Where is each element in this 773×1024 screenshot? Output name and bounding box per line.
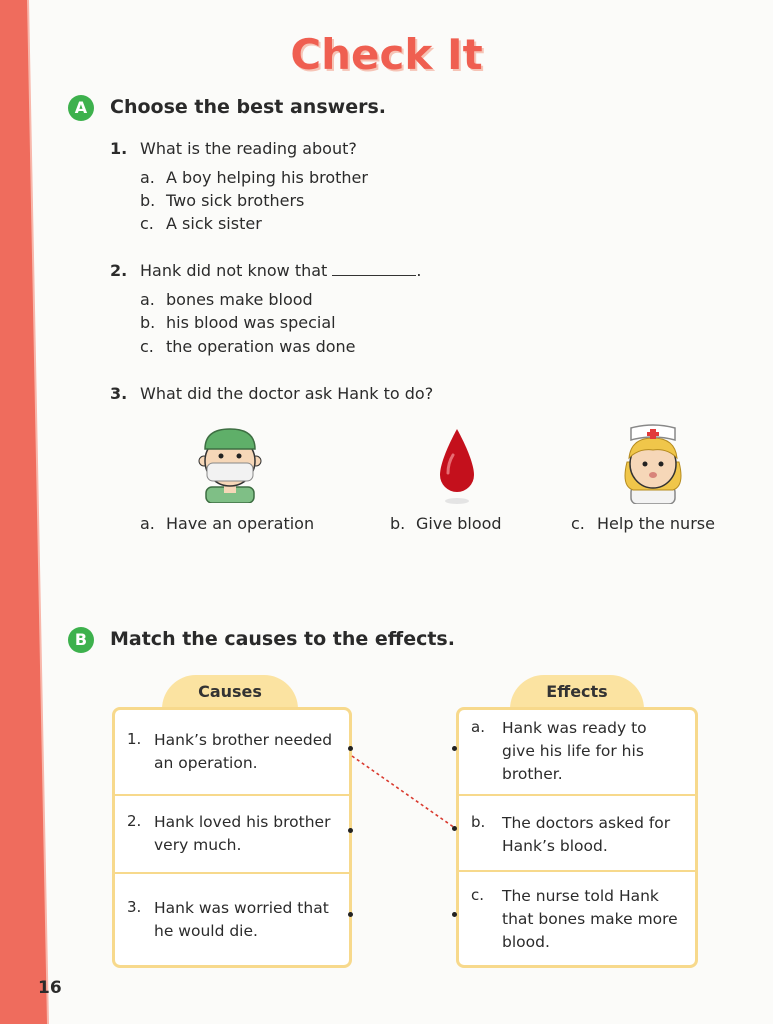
question-1-number: 1.	[110, 139, 128, 158]
question-3-number: 3.	[110, 384, 128, 403]
causes-label: Causes	[162, 675, 298, 709]
page-title: Check It	[290, 30, 483, 79]
q1-option-c[interactable]: c. A sick sister	[140, 214, 262, 233]
section-b-badge: B	[68, 627, 94, 653]
question-2-number: 2.	[110, 261, 128, 280]
section-a-title: Choose the best answers.	[110, 96, 386, 118]
q3-option-b[interactable]: b. Give blood	[390, 514, 502, 533]
section-b-title: Match the causes to the effects.	[110, 628, 455, 650]
cause-row: 1. Hank’s brother needed an operation.	[115, 710, 349, 794]
q1-option-a[interactable]: a. A boy helping his brother	[140, 168, 368, 187]
q1-option-b[interactable]: b. Two sick brothers	[140, 191, 305, 210]
question-1-text: What is the reading about?	[140, 139, 357, 158]
cause-text: Hank’s brother needed an operation.	[154, 731, 333, 772]
q2-option-a[interactable]: a. bones make blood	[140, 290, 313, 309]
cause-text: Hank loved his brother very much.	[154, 813, 331, 854]
effect-row: a. Hank was ready to give his life for his brother.	[459, 710, 695, 794]
cause-row: 2. Hank loved his brother very much.	[115, 794, 349, 874]
q2-option-c[interactable]: c. the operation was done	[140, 337, 356, 356]
q2-option-b[interactable]: b. his blood was special	[140, 313, 336, 332]
page-number: 16	[38, 978, 62, 998]
question-2-text: Hank did not know that .	[140, 261, 422, 280]
effects-label: Effects	[510, 675, 644, 709]
effect-text: The nurse told Hank that bones make more blood.	[502, 887, 678, 951]
effect-text: The doctors asked for Hank’s blood.	[502, 814, 671, 855]
effect-row: b. The doctors asked for Hank’s blood.	[459, 794, 695, 872]
cause-text: Hank was worried that he would die.	[154, 899, 329, 940]
cause-row: 3. Hank was worried that he would die.	[115, 872, 349, 961]
effect-text: Hank was ready to give his life for his brother.	[502, 719, 647, 783]
question-3-text: What did the doctor ask Hank to do?	[140, 384, 434, 403]
section-a-badge: A	[68, 95, 94, 121]
q3-option-a[interactable]: a. Have an operation	[140, 514, 315, 533]
q3-option-c[interactable]: c. Help the nurse	[571, 514, 715, 533]
effect-row: c. The nurse told Hank that bones make more blood.	[459, 870, 695, 961]
